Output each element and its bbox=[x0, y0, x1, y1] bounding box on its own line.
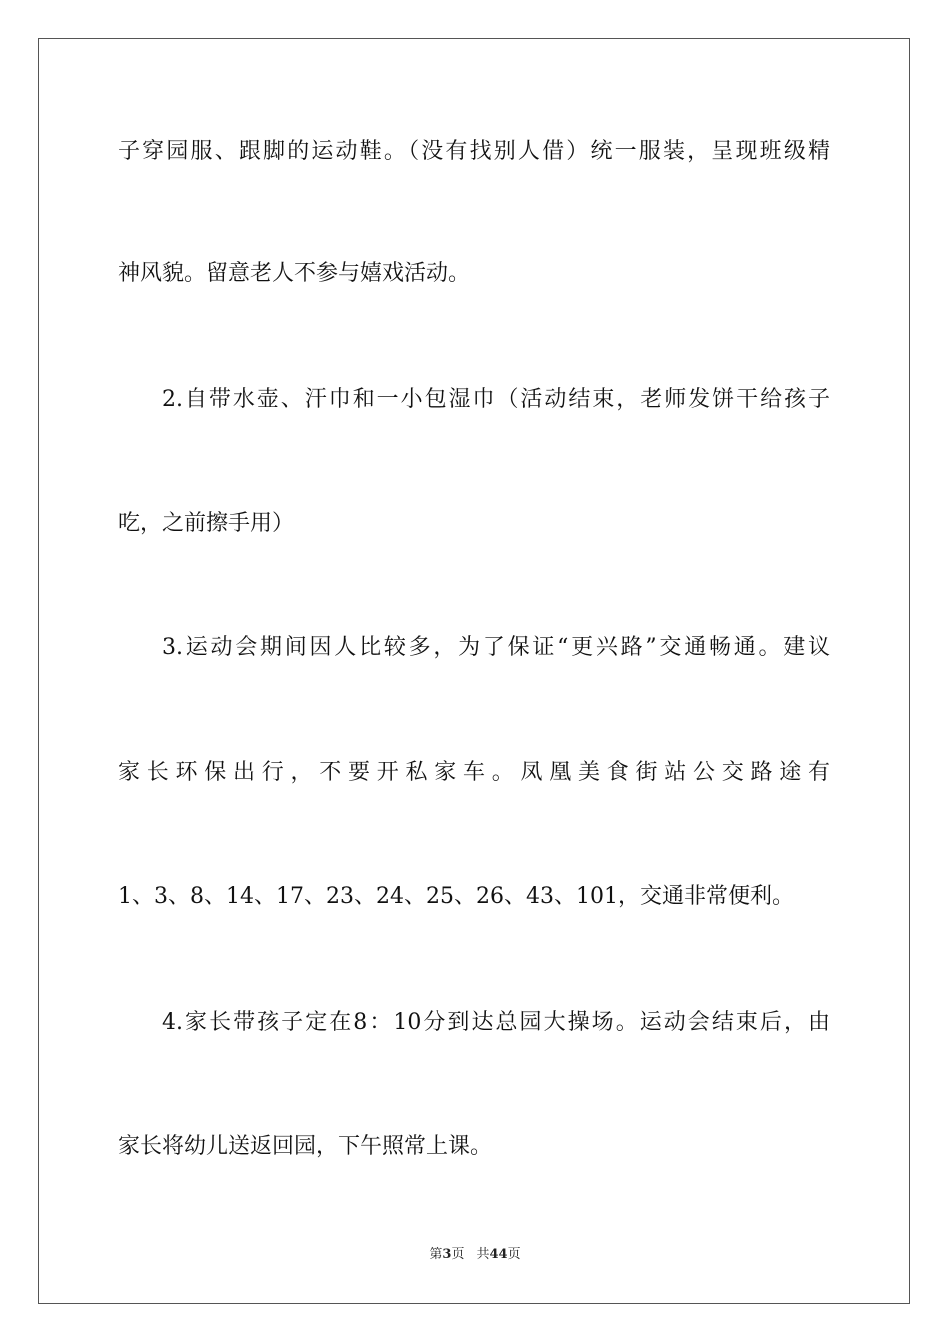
text-line-3: 2.自带水壶、汗巾和一小包湿巾（活动结束，老师发饼干给孩子 bbox=[162, 387, 830, 412]
text-line-1: 子穿园服、跟脚的运动鞋。（没有找别人借）统一服装，呈现班级精 bbox=[118, 139, 830, 164]
footer-total-prefix: 共 bbox=[476, 1247, 490, 1262]
text-line-8: 4.家长带孩子定在8：10分到达总园大操场。运动会结束后，由 bbox=[162, 1010, 830, 1035]
footer-page-prefix: 第 bbox=[429, 1247, 443, 1262]
footer-total-suffix: 页 bbox=[507, 1247, 521, 1262]
text-line-6: 家长环保出行，不要开私家车。凤凰美食街站公交路途有 bbox=[118, 760, 830, 785]
page-border bbox=[38, 38, 910, 1304]
text-line-5: 3.运动会期间因人比较多，为了保证“更兴路”交通畅通。建议 bbox=[162, 635, 830, 660]
page-footer bbox=[0, 1246, 950, 1264]
text-line-9: 家长将幼儿送返回园，下午照常上课。 bbox=[118, 1134, 493, 1159]
footer-page-suffix: 页 bbox=[451, 1247, 465, 1262]
footer-page-number: 3 bbox=[442, 1247, 452, 1262]
text-line-4: 吃，之前擦手用） bbox=[118, 511, 295, 536]
text-line-2: 神风貌。留意老人不参与嬉戏活动。 bbox=[118, 261, 471, 286]
text-line-7: 1、3、8、14、17、23、24、25、26、43、101，交通非常便利。 bbox=[118, 884, 794, 909]
footer-total-pages: 44 bbox=[489, 1247, 508, 1262]
